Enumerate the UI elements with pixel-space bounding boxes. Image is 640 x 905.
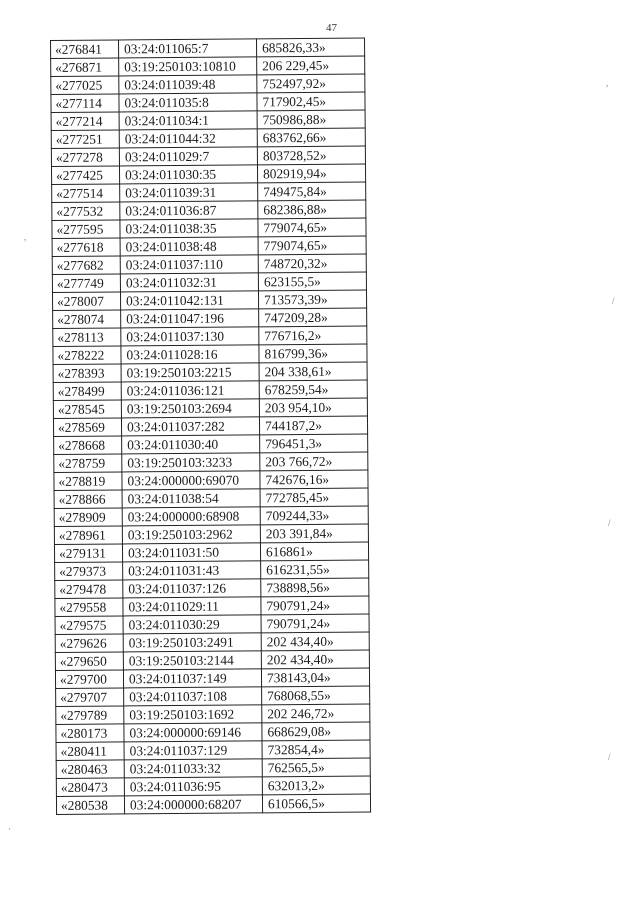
cadastral-number-cell: 03:24:011044:32 [119,129,257,148]
record-number-cell: «279558 [55,598,123,617]
cadastral-number-cell: 03:19:250103:2694 [121,399,259,418]
table-row [53,416,367,436]
cadastral-number-cell: 03:24:011036:121 [121,381,259,400]
table-row [52,290,366,310]
cadastral-number-cell: 03:19:250103:2144 [123,651,261,670]
amount-cell: 802919,94» [257,164,365,183]
record-number-cell: «278961 [54,526,122,545]
amount-cell: 610566,5» [262,794,370,813]
amount-cell: 709244,33» [260,506,368,525]
table-row [56,776,370,796]
record-number-cell: «278113 [53,328,121,347]
record-number-cell: «277514 [52,184,120,203]
table-row [54,434,368,454]
record-number-cell: «277278 [51,148,119,167]
record-number-cell: «276871 [51,58,119,77]
record-number-cell: «280173 [56,724,124,743]
cadastral-number-cell: 03:24:000000:68908 [122,507,260,526]
amount-cell: 732854,4» [262,740,370,759]
record-number-cell: «280538 [56,796,124,815]
table-row [51,38,365,58]
data-table [50,38,371,815]
table-row [55,578,369,598]
amount-cell: 616861» [260,542,368,561]
table-row [52,254,366,274]
record-number-cell: «280463 [56,760,124,779]
cadastral-number-cell: 03:24:011028:16 [121,345,259,364]
table-row [56,704,370,724]
record-number-cell: «279707 [56,688,124,707]
record-number-cell: «278909 [54,508,122,527]
table-row [55,614,369,634]
record-number-cell: «278222 [53,346,121,365]
record-number-cell: «280411 [56,742,124,761]
amount-cell: 632013,2» [262,776,370,795]
table-row [51,128,365,148]
table-row [54,524,368,544]
table-row [55,650,369,670]
amount-cell: 779074,65» [258,218,366,237]
amount-cell: 772785,45» [260,488,368,507]
table-row [53,362,367,382]
amount-cell: 203 954,10» [259,398,367,417]
record-number-cell: «278007 [52,292,120,311]
cadastral-number-cell: 03:24:000000:69070 [122,471,260,490]
amount-cell: 762565,5» [262,758,370,777]
amount-cell: 202 434,40» [261,650,369,669]
cadastral-number-cell: 03:19:250103:10810 [119,57,257,76]
scan-speck: , [24,232,27,242]
record-number-cell: «279626 [55,634,123,653]
amount-cell: 747209,28» [259,308,367,327]
cadastral-number-cell: 03:19:250103:3233 [122,453,260,472]
amount-cell: 204 338,61» [259,362,367,381]
table-row [52,218,366,238]
table-row [52,200,366,220]
amount-cell: 750986,88» [257,110,365,129]
cadastral-number-cell: 03:24:011030:35 [119,165,257,184]
table-row [51,164,365,184]
amount-cell: 678259,54» [259,380,367,399]
cadastral-number-cell: 03:24:011033:32 [124,759,262,778]
table-row [51,92,365,112]
table-row [51,56,365,76]
amount-cell: 776716,2» [259,326,367,345]
table-row [52,272,366,292]
record-number-cell: «279131 [54,544,122,563]
cadastral-number-cell: 03:19:250103:2491 [123,633,261,652]
amount-cell: 790791,24» [261,596,369,615]
record-number-cell: «277425 [51,166,119,185]
amount-cell: 203 391,84» [260,524,368,543]
table-row [55,560,369,580]
table-row [54,488,368,508]
record-number-cell: «277595 [52,220,120,239]
record-number-cell: «277114 [51,94,119,113]
page-number: 47 [326,22,337,34]
scan-speck: / [608,752,611,762]
record-number-cell: «279700 [55,670,123,689]
amount-cell: 713573,39» [258,290,366,309]
cadastral-number-cell: 03:24:011036:87 [120,201,258,220]
table-row [56,722,370,742]
table-row [53,344,367,364]
record-number-cell: «279575 [55,616,123,635]
record-number-cell: «277251 [51,130,119,149]
amount-cell: 816799,36» [259,344,367,363]
cadastral-number-cell: 03:24:011030:40 [122,435,260,454]
cadastral-number-cell: 03:24:011037:110 [120,255,258,274]
cadastral-number-cell: 03:24:011037:108 [124,687,262,706]
cadastral-number-cell: 03:24:011038:48 [120,237,258,256]
amount-cell: 623155,5» [258,272,366,291]
table-row [51,110,365,130]
table-row [55,632,369,652]
record-number-cell: «279650 [55,652,123,671]
record-number-cell: «279789 [56,706,124,725]
record-number-cell: «278074 [53,310,121,329]
cadastral-number-cell: 03:24:011032:31 [120,273,258,292]
table-row [51,146,365,166]
table-row [53,380,367,400]
cadastral-number-cell: 03:19:250103:2215 [121,363,259,382]
amount-cell: 203 766,72» [260,452,368,471]
cadastral-number-cell: 03:24:011037:129 [124,741,262,760]
cadastral-number-cell: 03:24:011029:11 [123,597,261,616]
amount-cell: 738143,04» [261,668,369,687]
scan-speck: , [606,78,609,88]
scan-speck: / [608,518,611,528]
amount-cell: 616231,55» [261,560,369,579]
amount-cell: 779074,65» [258,236,366,255]
table-row [56,686,370,706]
cadastral-number-cell: 03:24:011035:8 [119,93,257,112]
cadastral-number-cell: 03:24:011030:29 [123,615,261,634]
table-row [53,308,367,328]
record-number-cell: «280473 [56,778,124,797]
record-number-cell: «278393 [53,364,121,383]
cadastral-number-cell: 03:19:250103:2962 [122,525,260,544]
table-row [56,758,370,778]
amount-cell: 748720,32» [258,254,366,273]
cadastral-number-cell: 03:24:011037:282 [121,417,259,436]
table-row [53,326,367,346]
amount-cell: 752497,92» [257,74,365,93]
cadastral-number-cell: 03:24:011037:126 [123,579,261,598]
table-row [56,794,370,814]
cadastral-number-cell: 03:24:011039:48 [119,75,257,94]
record-number-cell: «278759 [54,454,122,473]
amount-cell: 790791,24» [261,614,369,633]
cadastral-number-cell: 03:24:011039:31 [120,183,258,202]
cadastral-number-cell: 03:19:250103:1692 [124,705,262,724]
amount-cell: 744187,2» [259,416,367,435]
amount-cell: 685826,33» [256,38,364,57]
amount-cell: 202 246,72» [262,704,370,723]
record-number-cell: «278569 [53,418,121,437]
record-number-cell: «279478 [55,580,123,599]
cadastral-number-cell: 03:24:011042:131 [120,291,258,310]
record-number-cell: «277682 [52,256,120,275]
amount-cell: 202 434,40» [261,632,369,651]
record-number-cell: «278668 [54,436,122,455]
table-row [55,596,369,616]
cadastral-number-cell: 03:24:011047:196 [121,309,259,328]
table-body [51,38,371,814]
cadastral-number-cell: 03:24:011037:149 [123,669,261,688]
table-row [56,740,370,760]
table-row [53,398,367,418]
amount-cell: 803728,52» [257,146,365,165]
record-number-cell: «278819 [54,472,122,491]
amount-cell: 668629,08» [262,722,370,741]
amount-cell: 768068,55» [262,686,370,705]
record-number-cell: «277532 [52,202,120,221]
scan-speck: / [612,296,615,306]
amount-cell: 206 229,45» [257,56,365,75]
cadastral-number-cell: 03:24:011031:50 [122,543,260,562]
record-number-cell: «277214 [51,112,119,131]
cadastral-number-cell: 03:24:011031:43 [123,561,261,580]
scan-speck: · [8,824,11,834]
table-row [52,236,366,256]
cadastral-number-cell: 03:24:011065:7 [119,39,257,58]
table-row [54,470,368,490]
amount-cell: 717902,45» [257,92,365,111]
record-number-cell: «279373 [55,562,123,581]
record-number-cell: «277025 [51,76,119,95]
cadastral-number-cell: 03:24:011034:1 [119,111,257,130]
record-number-cell: «278545 [53,400,121,419]
amount-cell: 742676,16» [260,470,368,489]
table-row [52,182,366,202]
cadastral-number-cell: 03:24:011038:35 [120,219,258,238]
table-row [54,506,368,526]
cadastral-number-cell: 03:24:011036:95 [124,777,262,796]
amount-cell: 738898,56» [261,578,369,597]
cadastral-number-cell: 03:24:011038:54 [122,489,260,508]
amount-cell: 749475,84» [258,182,366,201]
table-row [55,668,369,688]
amount-cell: 683762,66» [257,128,365,147]
record-number-cell: «276841 [51,40,119,59]
cadastral-number-cell: 03:24:000000:69146 [124,723,262,742]
amount-cell: 796451,3» [260,434,368,453]
table-row [54,452,368,472]
cadastral-number-cell: 03:24:011029:7 [119,147,257,166]
record-number-cell: «278499 [53,382,121,401]
cadastral-number-cell: 03:24:000000:68207 [124,795,262,814]
cadastral-number-cell: 03:24:011037:130 [121,327,259,346]
record-number-cell: «277618 [52,238,120,257]
record-number-cell: «277749 [52,274,120,293]
record-number-cell: «278866 [54,490,122,509]
amount-cell: 682386,88» [258,200,366,219]
table-row [51,74,365,94]
